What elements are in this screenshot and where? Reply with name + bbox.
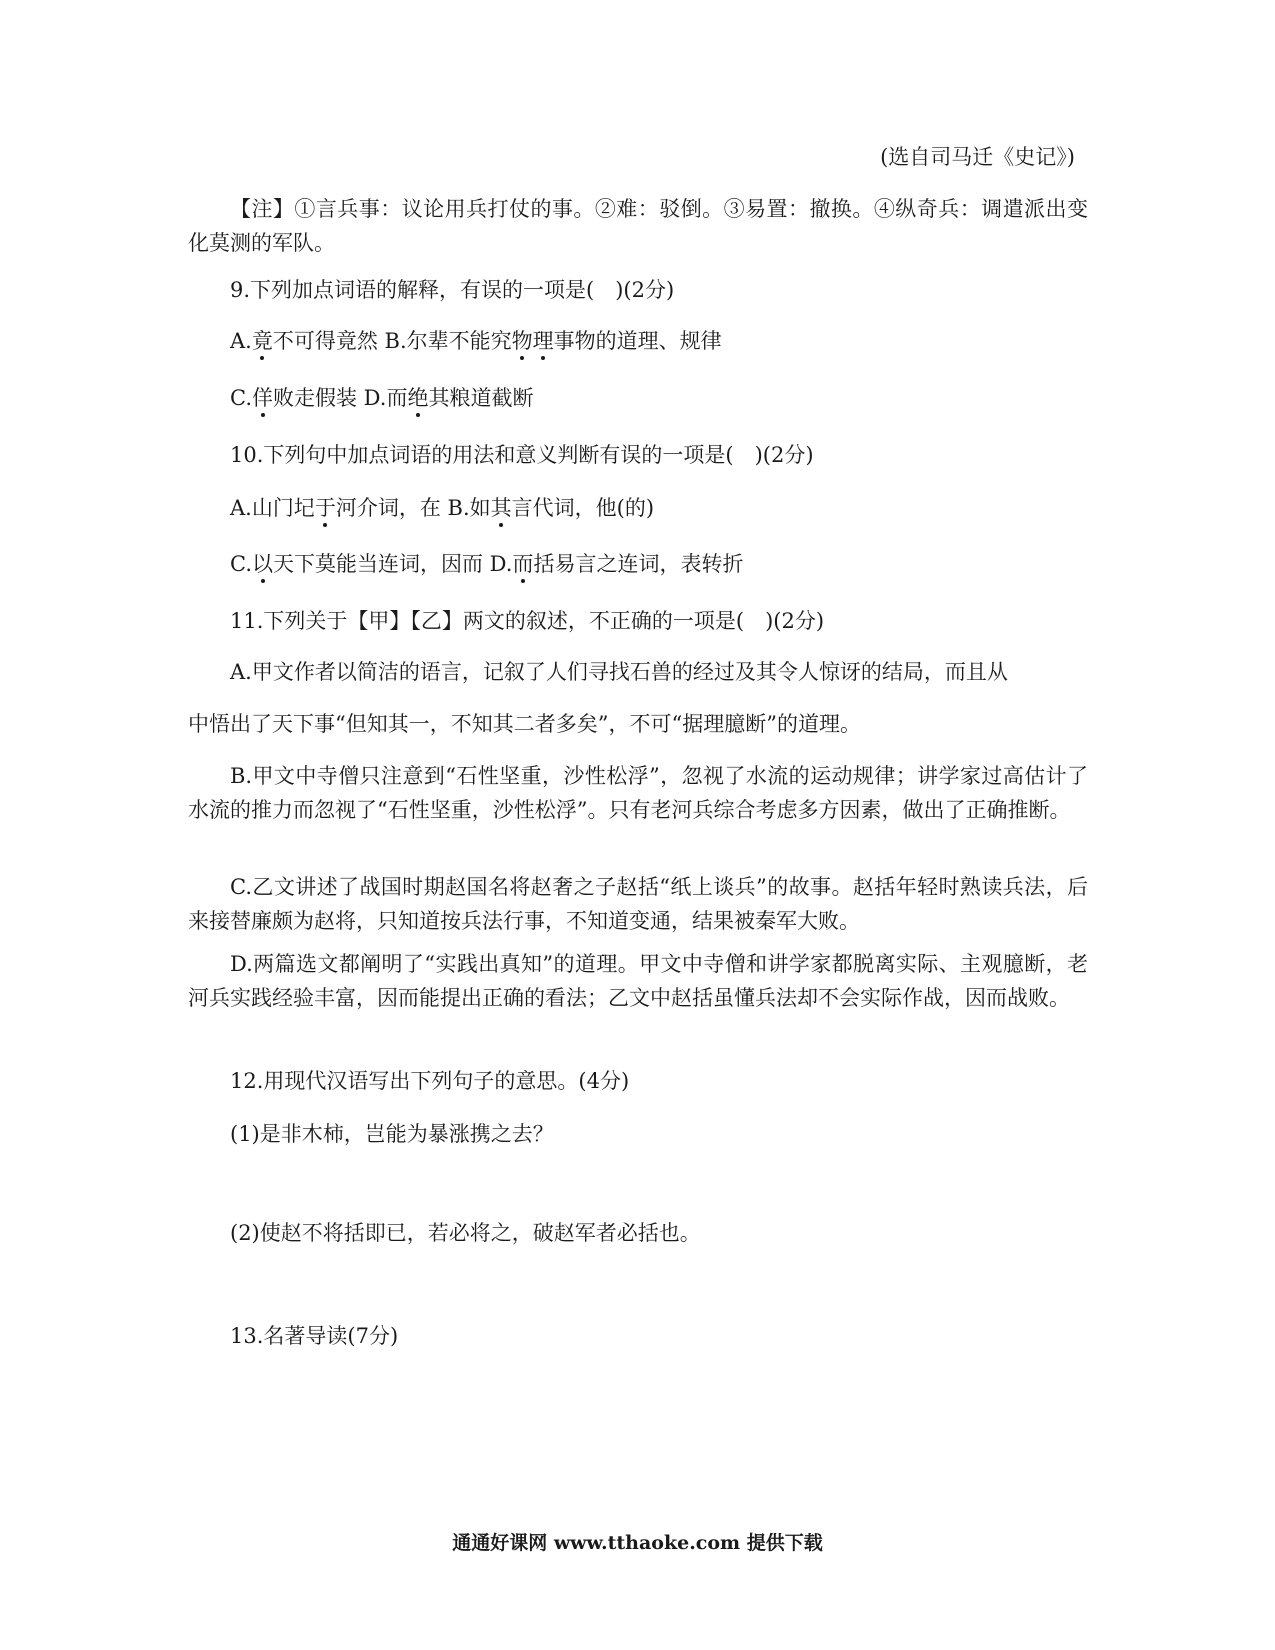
- q9-d-text: 其粮道截断: [428, 386, 534, 410]
- q9-b-dotted-word-1: 物: [511, 329, 533, 353]
- q9-b-dotted-word-2: 理: [532, 329, 554, 353]
- q9-b-text: 事物的道理、规律: [553, 329, 722, 353]
- annotation-note: 【注】①言兵事：议论用兵打仗的事。②难：驳倒。③易置：撤换。④纵奇兵：调遣派出变化莫测的军队。: [188, 197, 1088, 255]
- q10-c-prefix: C.: [230, 552, 252, 576]
- q9-options-cd: [230, 384, 533, 412]
- q10-d-text: 括易言之连词，表转折: [533, 552, 744, 576]
- q9-a-prefix: A.: [230, 329, 252, 353]
- q9-c-text: 败走假装 D.而: [273, 386, 408, 410]
- q10-b-text: 言代词，他(的): [511, 496, 655, 520]
- q10-a-prefix: A.山门圮: [230, 496, 315, 520]
- q11-option-c: C.乙文讲述了战国时期赵国名将赵奢之子赵括“纸上谈兵”的故事。赵括年轻时熟读兵法，后来接替廉颇为赵将，只知道按兵法行事，不知道变通，结果被秦军大败。: [188, 875, 1088, 933]
- q11-option-a-line2: 中悟出了天下事“但知其一，不知其二者多矣”，不可“据理臆断”的道理。: [188, 712, 861, 736]
- q11-option-b: B.甲文中寺僧只注意到“石性坚重，沙性松浮”，忽视了水流的运动规律；讲学家过高估计了水流的推力而忽视了“石性坚重，沙性松浮”。只有老河兵综合考虑多方因素，做出了正确推断。: [188, 764, 1088, 822]
- q9-c-prefix: C.: [230, 386, 252, 410]
- q10-d-dotted-word: 而: [512, 552, 534, 576]
- q9-d-dotted-word: 绝: [407, 386, 429, 410]
- q10-c-dotted-word: 以: [252, 552, 273, 576]
- source-citation: (选自司马迁《史记》): [880, 145, 1075, 169]
- q12-stem: 12.用现代汉语写出下列句子的意思。(4分): [230, 1069, 630, 1093]
- q13-stem: 13.名著导读(7分): [230, 1324, 399, 1348]
- q10-options-ab: [230, 494, 654, 522]
- q11-option-d: D.两篇选文都阐明了“实践出真知”的道理。甲文中寺僧和讲学家都脱离实际、主观臆断，老河兵实践经验丰富，因而能提出正确的看法；乙文中赵括虽懂兵法却不会实际作战，因而战败。: [188, 952, 1088, 1010]
- q10-a-dotted-word: 于: [314, 496, 336, 520]
- q10-options-cd: [230, 550, 743, 578]
- q12-sentence-1: (1)是非木柿，岂能为暴涨携之去？: [230, 1122, 554, 1146]
- q9-options-ab: [230, 327, 722, 355]
- q10-b-dotted-word: 其: [490, 496, 512, 520]
- q11-stem: 11.下列关于【甲】【乙】两文的叙述，不正确的一项是( )(2分): [230, 609, 825, 633]
- q11-option-a-line1: A.甲文作者以简洁的语言，记叙了人们寻找石兽的经过及其令人惊讶的结局，而且从: [230, 660, 1008, 684]
- page-footer: 通通好课网 www.tthaoke.com 提供下载: [452, 1532, 823, 1554]
- q9-a-text: 不可得竟然 B.尔辈不能究: [272, 329, 512, 353]
- q12-sentence-2: (2)使赵不将括即已，若必将之，破赵军者必括也。: [230, 1221, 701, 1245]
- q9-stem: 9.下列加点词语的解释，有误的一项是( )(2分): [230, 278, 675, 302]
- q9-c-dotted-word: 佯: [252, 386, 273, 410]
- q10-stem: 10.下列句中加点词语的用法和意义判断有误的一项是( )(2分): [230, 443, 814, 467]
- q9-a-dotted-word: 竟: [251, 329, 273, 353]
- q10-a-text: 河介词，在 B.如: [335, 496, 491, 520]
- q10-c-text: 天下莫能当连词，因而 D.: [273, 552, 513, 576]
